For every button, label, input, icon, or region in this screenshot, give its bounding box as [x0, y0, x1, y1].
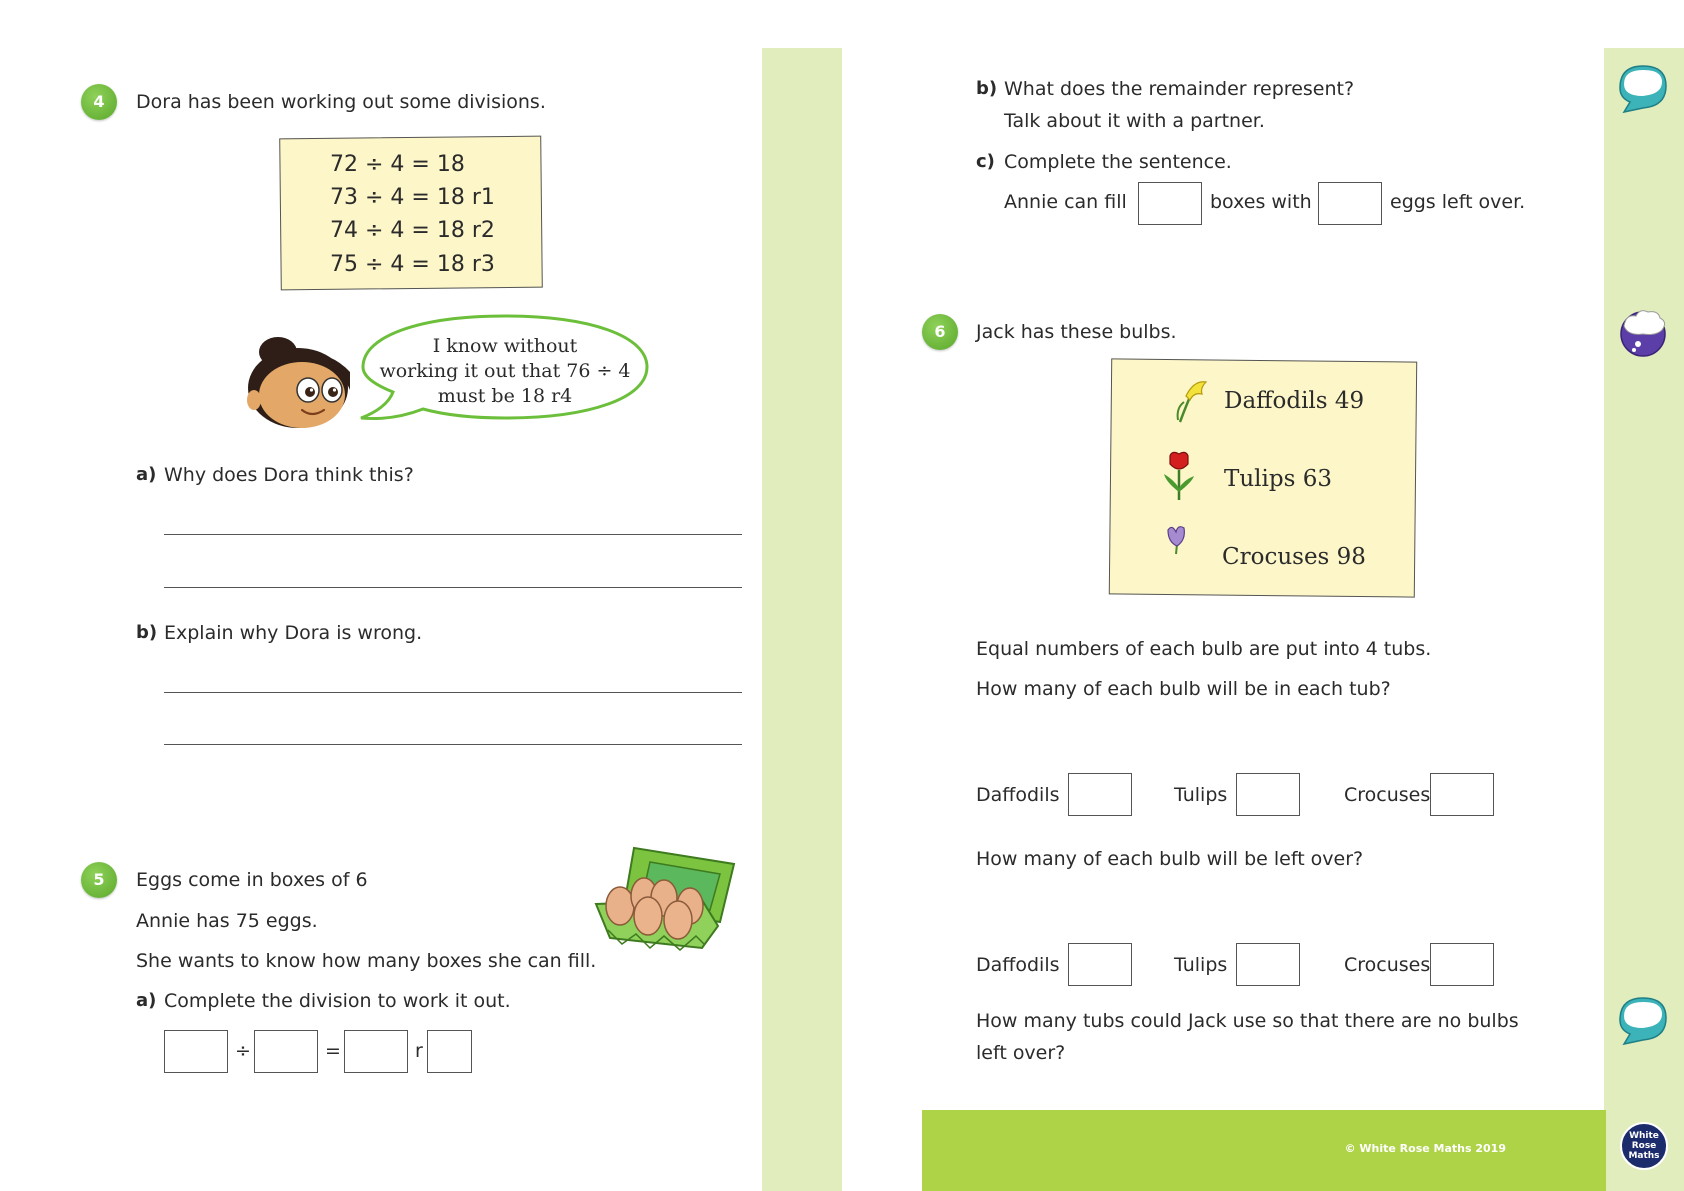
- q5-part-b-text-2: Talk about it with a partner.: [1004, 110, 1265, 132]
- q6-line-1: Equal numbers of each bulb are put into 4 tubs.: [976, 638, 1432, 660]
- equation-1: 72 ÷ 4 = 18: [330, 152, 465, 177]
- talk-speech-icon: [1616, 994, 1670, 1048]
- q5-line-2: Annie has 75 eggs.: [136, 910, 318, 932]
- q5-part-b-label: b): [976, 78, 998, 99]
- divisor-answer-box[interactable]: [254, 1030, 318, 1073]
- bulb-crocuses: Crocuses 98: [1222, 544, 1366, 570]
- tulips-left-over-box[interactable]: [1236, 943, 1300, 986]
- crocuses-label-per-tub: Crocuses: [1344, 784, 1431, 806]
- q4-part-b-text: Explain why Dora is wrong.: [164, 622, 423, 644]
- q5-part-a-label: a): [136, 990, 157, 1011]
- equation-2: 73 ÷ 4 = 18 r1: [330, 185, 495, 210]
- crocuses-per-tub-box[interactable]: [1430, 773, 1494, 816]
- logo-word-2: Rose: [1631, 1141, 1657, 1151]
- question-4-intro: Dora has been working out some divisions.: [136, 91, 546, 113]
- remainder-answer-box[interactable]: [427, 1030, 472, 1073]
- white-rose-maths-logo: [1620, 1122, 1668, 1170]
- q5-part-b-text-1: What does the remainder represent?: [1004, 78, 1355, 100]
- egg-box-icon: [592, 844, 738, 960]
- bulb-daffodils: Daffodils 49: [1224, 388, 1365, 414]
- question-5-badge: 5: [81, 862, 117, 898]
- tulips-per-tub-box[interactable]: [1236, 773, 1300, 816]
- quotient-answer-box[interactable]: [344, 1030, 408, 1073]
- sentence-part-1: Annie can fill: [1004, 191, 1127, 213]
- q6-line-4b: left over?: [976, 1042, 1066, 1064]
- crocuses-left-over-box[interactable]: [1430, 943, 1494, 986]
- copyright-text: © White Rose Maths 2019: [1344, 1142, 1506, 1155]
- logo-word-1: White: [1629, 1131, 1659, 1141]
- left-page-margin-strip: [762, 48, 842, 1191]
- equals-sign: =: [325, 1040, 341, 1062]
- equation-3: 74 ÷ 4 = 18 r2: [330, 218, 495, 243]
- answer-line[interactable]: [164, 692, 742, 693]
- remainder-sign: r: [415, 1040, 423, 1062]
- answer-line[interactable]: [164, 587, 742, 588]
- answer-line[interactable]: [164, 534, 742, 535]
- q5-part-c-text: Complete the sentence.: [1004, 151, 1232, 173]
- q4-part-a-text: Why does Dora think this?: [164, 464, 414, 486]
- sentence-part-2: boxes with: [1210, 191, 1312, 213]
- q6-line-3: How many of each bulb will be left over?: [976, 848, 1364, 870]
- equation-4: 75 ÷ 4 = 18 r3: [330, 252, 495, 277]
- q5-part-c-label: c): [976, 151, 995, 172]
- q4-part-b-label: b): [136, 622, 158, 643]
- daffodil-icon: [1172, 378, 1208, 424]
- dora-character-icon: [240, 330, 358, 434]
- q5-line-1: Eggs come in boxes of 6: [136, 869, 368, 891]
- question-6-badge: 6: [922, 314, 958, 350]
- eggs-left-answer-box[interactable]: [1318, 182, 1382, 225]
- logo-word-3: Maths: [1628, 1151, 1660, 1161]
- daffodils-label-per-tub: Daffodils: [976, 784, 1060, 806]
- dividend-answer-box[interactable]: [164, 1030, 228, 1073]
- question-4-badge: 4: [81, 84, 117, 120]
- q4-part-a-label: a): [136, 464, 157, 485]
- crocus-icon: [1164, 522, 1190, 556]
- talk-speech-icon: [1616, 62, 1670, 116]
- bulb-tulips: Tulips 63: [1224, 466, 1332, 492]
- tulips-label-left-over: Tulips: [1174, 954, 1228, 976]
- crocuses-label-left-over: Crocuses: [1344, 954, 1431, 976]
- daffodils-left-over-box[interactable]: [1068, 943, 1132, 986]
- page-footer: [922, 1110, 1606, 1191]
- sentence-part-3: eggs left over.: [1390, 191, 1526, 213]
- q5-part-a-text: Complete the division to work it out.: [164, 990, 511, 1012]
- speech-line-1: I know without: [432, 335, 578, 357]
- speech-line-2: working it out that 76 ÷ 4: [379, 360, 631, 382]
- tulips-label-per-tub: Tulips: [1174, 784, 1228, 806]
- boxes-filled-answer-box[interactable]: [1138, 182, 1202, 225]
- q6-line-4a: How many tubs could Jack use so that there are no bulbs: [976, 1010, 1519, 1032]
- daffodils-per-tub-box[interactable]: [1068, 773, 1132, 816]
- daffodils-label-left-over: Daffodils: [976, 954, 1060, 976]
- think-bubble-icon: [1616, 306, 1670, 360]
- q6-line-2: How many of each bulb will be in each tub?: [976, 678, 1391, 700]
- answer-line[interactable]: [164, 744, 742, 745]
- division-sign: ÷: [235, 1040, 251, 1062]
- tulip-icon: [1160, 448, 1198, 502]
- speech-line-3: must be 18 r4: [437, 385, 573, 407]
- question-6-intro: Jack has these bulbs.: [976, 321, 1177, 343]
- q5-line-3: She wants to know how many boxes she can fill.: [136, 950, 597, 972]
